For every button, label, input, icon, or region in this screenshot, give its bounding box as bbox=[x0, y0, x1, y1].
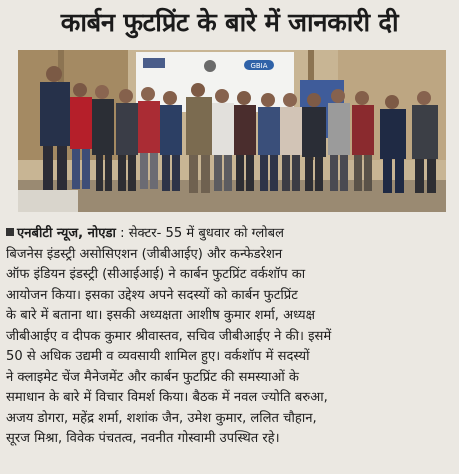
banner-logo-text: GBIA bbox=[250, 62, 268, 70]
article-body bbox=[6, 224, 456, 450]
article-text: सेक्टर- 55 में बुधवार को ग्लोबल bbox=[128, 226, 284, 241]
article-line-11: सूरज मिश्रा, विवेक पंचतत्व, नवनीत गोस्वामी उपस्थित रहे। bbox=[6, 431, 280, 446]
dateline: एनबीटी न्यूज, नोएडा bbox=[17, 226, 116, 241]
article-line-5: के बारे में बताना था। इसकी अध्यक्षता आशीष कुमार शर्मा, अध्यक्ष bbox=[6, 308, 316, 323]
article-line-2: बिजनेस इंडस्ट्री असोसिएशन (जीबीआईए) और कन्फेडरेशन bbox=[6, 246, 283, 262]
article-line-10: अजय डोगरा, महेंद्र शर्मा, शशांक जैन, उमेश कुमार, ललित चौहान, bbox=[6, 410, 317, 426]
article-line-6: जीबीआईए व दीपक कुमार श्रीवास्तव, सचिव जीबीआईए ने की। इसमें bbox=[6, 328, 332, 344]
article-line-3: ऑफ इंडियन इंडस्ट्री (सीआईआई) ने कार्बन फुटप्रिंट वर्कशॉप का bbox=[6, 267, 306, 282]
article-line-7: 50 से अधिक उद्यमी व व्यवसायी शामिल हुए। वर्कशॉप में सदस्यों bbox=[6, 349, 310, 364]
bullet-square-icon bbox=[6, 228, 14, 236]
headline: कार्बन फुटप्रिंट के बारे में जानकारी दी bbox=[60, 8, 399, 38]
group-photo bbox=[18, 50, 446, 212]
article-line-4: आयोजन किया। इसका उद्देश्य अपने सदस्यों को कार्बन फुटप्रिंट bbox=[6, 287, 298, 303]
article-line-8: ने क्लाइमेट चेंज मैनेजमेंट और कार्बन फुटप्रिंट की समस्याओं के bbox=[6, 369, 299, 385]
article-line-1: एनबीटी न्यूज, नोएडा : सेक्टर- 55 में बुधवार को ग्लोबल bbox=[6, 224, 456, 245]
group-photo-image bbox=[18, 50, 446, 212]
article-line-9: समाधान के बारे में विचार विमर्श किया। बैठक में नवल ज्योति बरुआ, bbox=[6, 390, 328, 405]
